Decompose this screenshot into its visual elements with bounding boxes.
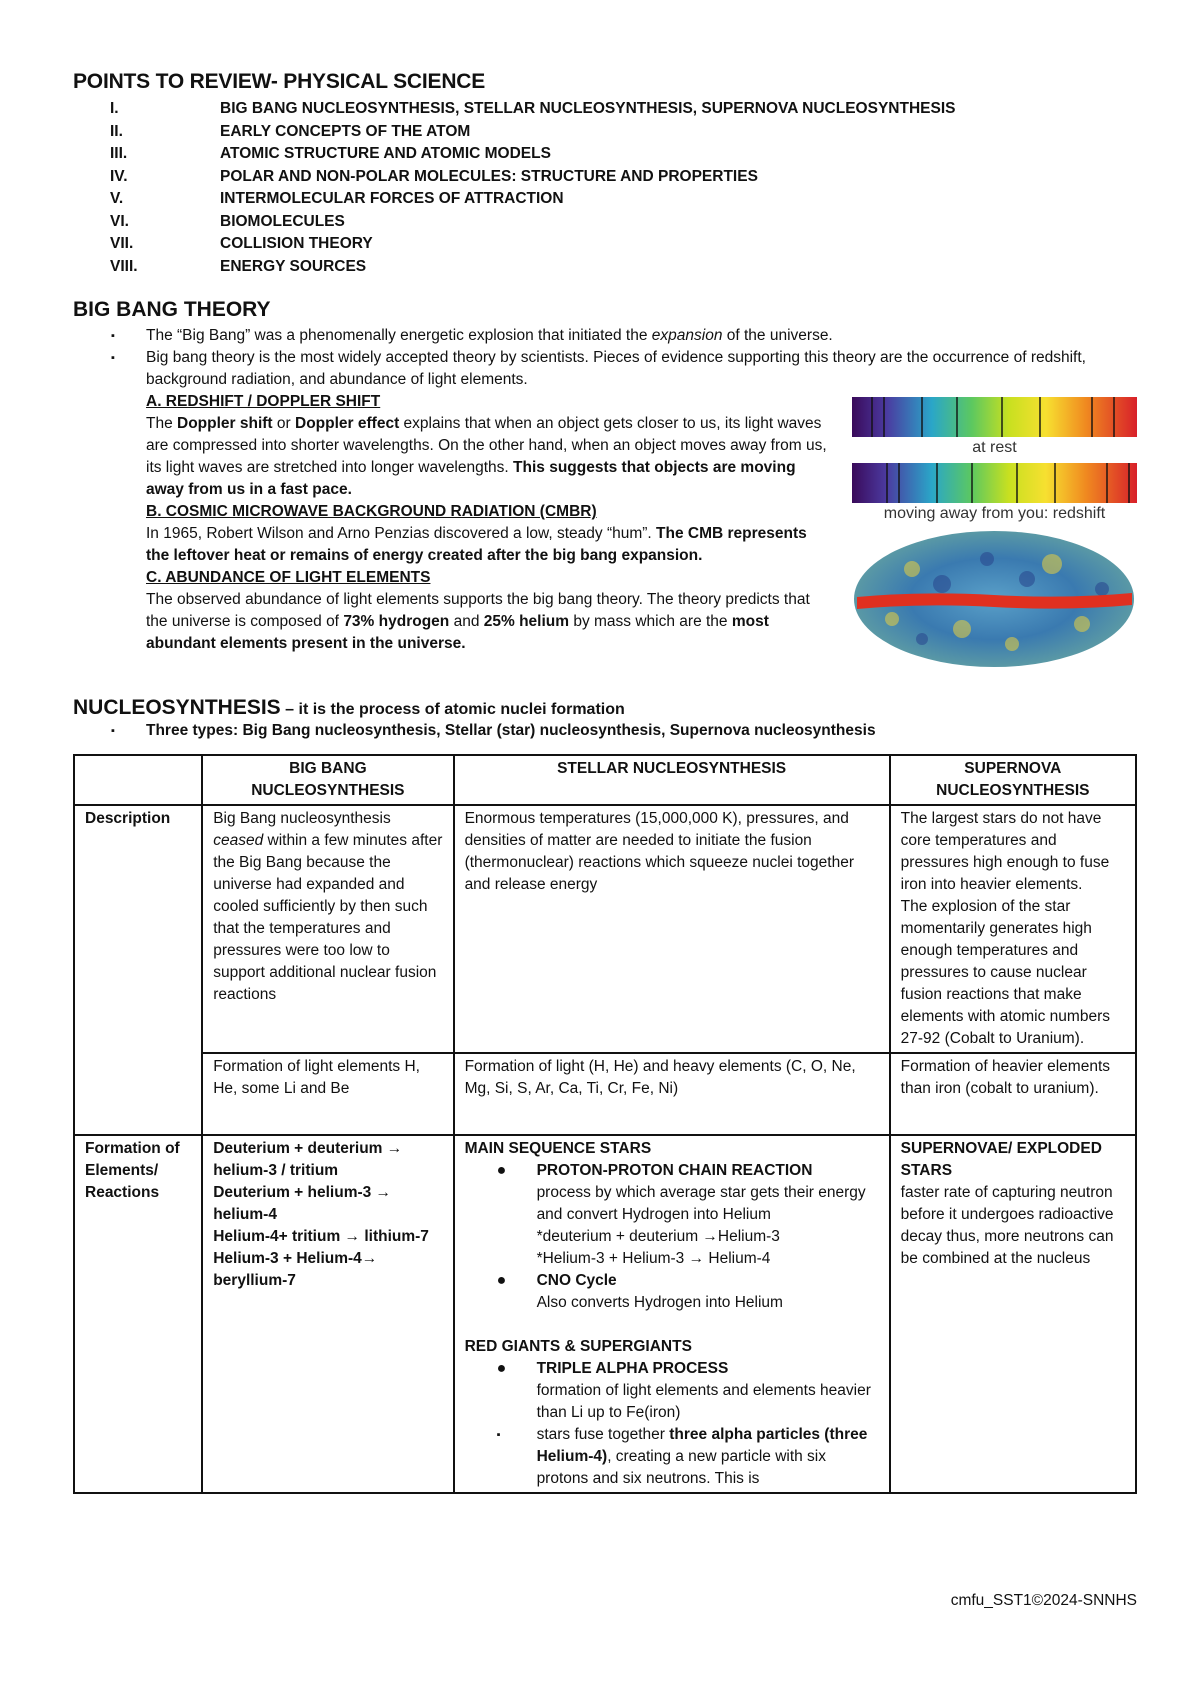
cell-stellar-formation: Formation of light (H, He) and heavy elements (C, O, Ne, Mg, Si, S, Ar, Ca, Ti, Cr, Fe, Ni) xyxy=(454,1053,890,1135)
abundance-paragraph: The observed abundance of light elements supports the big bang theory. The theory predicts that the universe is composed of 73% hydrogen and 25% helium by mass which are the most abundant elements present in the universe. xyxy=(146,591,810,652)
bigbang-bullet-1: ▪ The “Big Bang” was a phenomenally energetic explosion that initiated the expansion of the universe. xyxy=(73,325,1137,347)
redshift-caption: moving away from you: redshift xyxy=(883,505,1106,522)
bigbang-bullet-2: ▪ Big bang theory is the most widely accepted theory by scientists. Pieces of evidence supporting this theory are the occurrence of redshift, background radiation, and abundance of light elements. xyxy=(73,347,1137,391)
table-header-row xyxy=(74,755,1136,805)
table-row xyxy=(74,805,1136,1053)
review-item: II. EARLY CONCEPTS OF THE ATOM xyxy=(110,122,471,140)
spectrum-at-rest-image xyxy=(852,397,1137,437)
row-label-description: Description xyxy=(74,805,202,1135)
review-item: VIII. ENERGY SOURCES xyxy=(110,257,367,275)
cell-bigbang-reactions: Deuterium + deuterium → helium-3 / tritium Deuterium + helium-3 → helium-4 Helium-4+ tritium → lithium-7 Helium-3 + Helium-4→ beryllium-7 xyxy=(202,1135,453,1493)
cell-stellar-reactions: MAIN SEQUENCE STARS ● PROTON-PROTON CHAIN REACTION process by which average star gets their energy and convert Hydrogen into Helium *deuterium + deuterium →Helium-3 *Helium-3 + Helium-3 → Helium-4 ● CNO Cycle Also converts Hydrogen into Helium RED GIANTS & SUPERGIANTS ● TRIPLE ALPHA PROCESS formation of light elements and elements heavier than Li up to Fe(iron) ▪ stars fuse together three alpha particles (three Helium-4), creating a new particle with six protons and six neutrons. This is xyxy=(454,1135,890,1493)
page-title: POINTS TO REVIEW- PHYSICAL SCIENCE xyxy=(73,70,486,93)
document-page xyxy=(73,70,1137,1494)
cmbr-heading: B. COSMIC MICROWAVE BACKGROUND RADIATION (CMBR) xyxy=(146,503,597,520)
review-item: III. ATOMIC STRUCTURE AND ATOMIC MODELS xyxy=(110,145,551,162)
table-row xyxy=(74,1053,1136,1135)
cell-supernova-description: The largest stars do not have core temperatures and pressures high enough to fuse iron into heavier elements. The explosion of the star momentarily generates high enough temperatures and pressures to cause nuclear fusion reactions that make elements with atomic numbers 27-92 (Cobalt to Uranium). xyxy=(890,805,1136,1053)
header-empty-cell xyxy=(74,755,202,805)
review-item: IV. POLAR AND NON-POLAR MOLECULES: STRUCTURE AND PROPERTIES xyxy=(110,167,758,185)
cmbr-paragraph: In 1965, Robert Wilson and Arno Penzias discovered a low, steady “hum”. The CMB represents the leftover heat or remains of energy created after the big bang expansion. xyxy=(146,525,807,564)
evidence-section xyxy=(73,391,1137,674)
header-bigbang: BIG BANG NUCLEOSYNTHESIS xyxy=(202,755,453,805)
nucleosynthesis-heading: NUCLEOSYNTHESIS – it is the process of atomic nuclei formation xyxy=(73,696,625,719)
review-item: V. INTERMOLECULAR FORCES OF ATTRACTION xyxy=(110,190,564,207)
redshift-paragraph: The Doppler shift or Doppler effect explains that when an object gets closer to us, its light waves are compressed into shorter wavelengths. On the other hand, when an object moves away from us, its light waves are stretched into longer wavelengths. This suggests that objects are moving away from us in a fast pace. xyxy=(146,415,827,498)
cmb-map-image xyxy=(852,529,1137,669)
cell-supernova-formation: Formation of heavier elements than iron (cobalt to uranium). xyxy=(890,1053,1136,1135)
table-row xyxy=(74,1135,1136,1493)
redshift-heading: A. REDSHIFT / DOPPLER SHIFT xyxy=(146,393,381,410)
nucleosynthesis-types: ▪ Three types: Big Bang nucleosynthesis, Stellar (star) nucleosynthesis, Supernova nucleosynthesis xyxy=(73,720,1137,742)
review-item: VI. BIOMOLECULES xyxy=(110,212,345,230)
footer-copyright: cmfu_SST1©2024-SNNHS xyxy=(950,1592,1137,1609)
header-supernova: SUPERNOVA NUCLEOSYNTHESIS xyxy=(890,755,1136,805)
review-item: I. BIG BANG NUCLEOSYNTHESIS, STELLAR NUCLEOSYNTHESIS, SUPERNOVA NUCLEOSYNTHESIS xyxy=(110,100,956,117)
nucleosynthesis-table xyxy=(73,754,1137,1494)
at-rest-caption: at rest xyxy=(972,439,1017,456)
evidence-text xyxy=(73,391,832,674)
cell-supernova-reactions: SUPERNOVAE/ EXPLODED STARS faster rate of capturing neutron before it undergoes radioactive decay thus, more neutrons can be combined at the nucleus xyxy=(890,1135,1136,1493)
abundance-heading: C. ABUNDANCE OF LIGHT ELEMENTS xyxy=(146,569,431,586)
header-stellar: STELLAR NUCLEOSYNTHESIS xyxy=(454,755,890,805)
row-label-reactions: Formation of Elements/ Reactions xyxy=(74,1135,202,1493)
cell-bigbang-description: Big Bang nucleosynthesis ceased within a few minutes after the Big Bang because the universe had expanded and cooled sufficiently by then such that the temperatures and pressures were too low to support additional nuclear fusion reactions xyxy=(202,805,453,1053)
cell-bigbang-formation: Formation of light elements H, He, some Li and Be xyxy=(202,1053,453,1135)
review-list xyxy=(73,98,1137,278)
nucleosynthesis-bullets xyxy=(73,720,1137,742)
cell-stellar-description: Enormous temperatures (15,000,000 K), pressures, and densities of matter are needed to initiate the fusion (thermonuclear) reactions which squeeze nuclei together and release energy xyxy=(454,805,890,1053)
bigbang-bullets xyxy=(73,325,1137,391)
review-item: VII. COLLISION THEORY xyxy=(110,235,373,252)
spectrum-redshift-image xyxy=(852,463,1137,503)
bigbang-heading: BIG BANG THEORY xyxy=(73,298,271,321)
illustrations xyxy=(832,391,1137,674)
